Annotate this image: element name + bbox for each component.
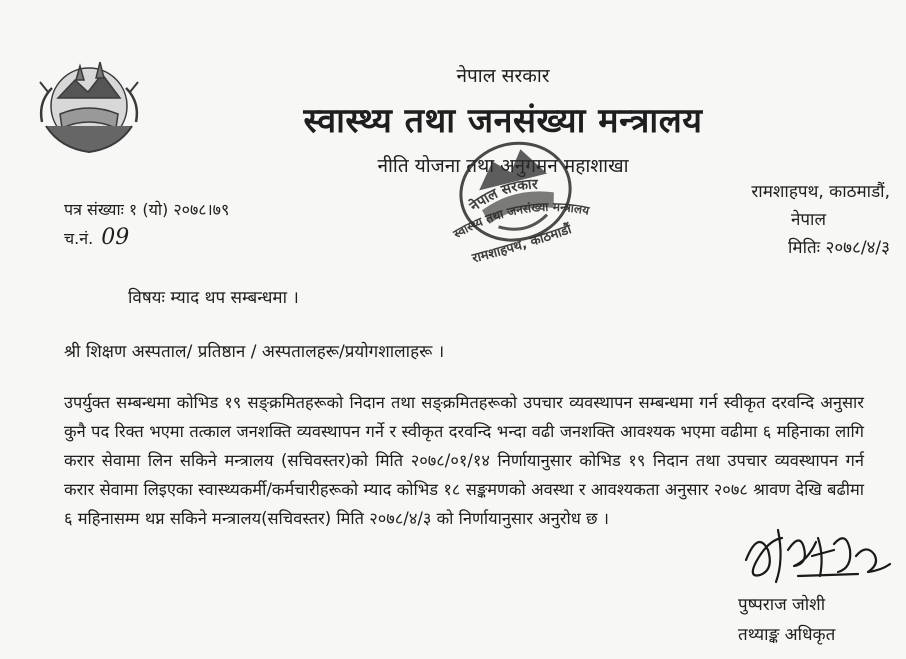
government-title: नेपाल सरकार: [456, 65, 550, 87]
division-title: नीति योजना तथा अनुगमन महाशाखा: [377, 155, 629, 177]
stamp-line-1: नेपाल सरकार: [466, 176, 538, 215]
letter-number: पत्र संख्याः १ (यो) २०७८।७९: [64, 200, 230, 219]
dispatch-number-row: [64, 224, 229, 253]
reference-block: [64, 196, 229, 253]
address-country: नेपाल: [790, 210, 826, 230]
addressee-line: श्री शिक्षण अस्पताल/ प्रतिष्ठान / अस्पतालहरू/प्रयोगशालाहरू ।: [64, 342, 445, 362]
stamp-line-2: स्वास्थ्य तथा जनसंख्या मन्त्रालय: [450, 199, 591, 242]
address-block: [640, 178, 890, 262]
address-street-city: रामशाहपथ, काठमाडौं,: [751, 182, 890, 202]
dispatch-number: 09: [101, 225, 130, 250]
letter-date: मितिः २०७८/४/३: [788, 238, 890, 258]
letter-body: उपर्युक्त सम्बन्धमा कोभिड १९ सङ्क्रमितहरूको निदान तथा सङ्क्रमितहरूको उपचार व्यवस्थापन सम्बन्धमा गर्न स्वीकृत दरवन्दि अनुसार कुनै पद रिक्त भएमा तत्काल जनशक्ति व्यवस्थापन गर्ने र स्वीकृत दरवन्दि भन्दा वढी जनशक्ति आवश्यक भएमा वढीमा ६ महिनाका लागि करार सेवामा लिन सकिने मन्त्रालय (सचिवस्तर)को मिति २०७८/०१/१४ निर्णायानुसार कोभिड १९ निदान तथा उपचार व्यवस्थापन गर्न करार सेवामा लिइएका स्वास्थ्यकर्मी/कर्मचारीहरूको म्याद कोभिड १८ सङ्कमणको अवस्था र आवश्यकता अनुसार २०७८ श्रावण देखि बढीमा ६ महिनासम्म थप्न सकिने मन्त्रालय(सचिवस्तर) मिति २०७८/४/३ को निर्णायानुसार अनुरोध छ ।: [64, 393, 864, 528]
subject-line: विषयः म्याद थप सम्बन्धमा ।: [128, 288, 299, 308]
signatory-block: [738, 590, 868, 650]
dispatch-label: च.नं.: [64, 229, 94, 248]
signatory-name: पुष्पराज जोशी: [738, 595, 826, 615]
stamp-line-3: रामशाहपथ, काठमाडौं: [470, 222, 574, 267]
signatory-title: तथ्याङ्क अधिकृत: [738, 625, 836, 645]
office-stamp-icon: [424, 120, 624, 290]
ministry-title: स्वास्थ्य तथा जनसंख्या मन्त्रालय: [303, 101, 703, 141]
signature-icon: [738, 520, 898, 590]
